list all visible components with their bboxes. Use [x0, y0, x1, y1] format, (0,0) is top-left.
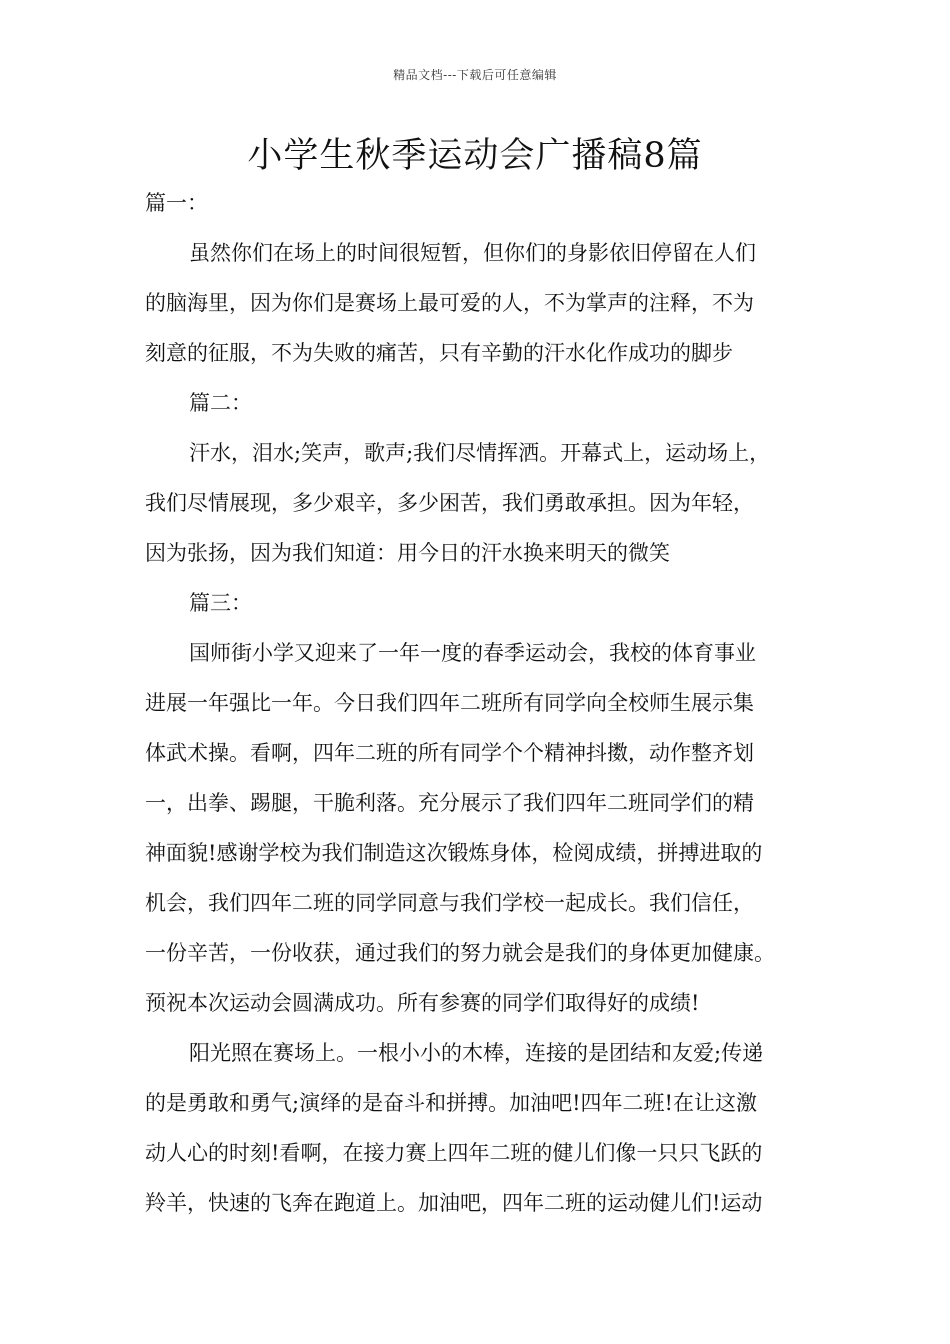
paragraph-line: 虽然你们在场上的时间很短暂，但你们的身影依旧停留在人们 — [189, 241, 756, 265]
section-heading: 篇二： — [189, 391, 252, 415]
paragraph-line: 机会，我们四年二班的同学同意与我们学校一起成长。我们信任， — [145, 891, 754, 915]
paragraph-line: 预祝本次运动会圆满成功。所有参赛的同学们取得好的成绩! — [145, 991, 700, 1015]
paragraph-line: 动人心的时刻!看啊，在接力赛上四年二班的健儿们像一只只飞跃的 — [145, 1141, 763, 1165]
document-title: 小学生秋季运动会广播稿8篇 — [247, 136, 703, 176]
paragraph-line: 一份辛苦，一份收获，通过我们的努力就会是我们的身体更加健康。 — [145, 941, 775, 965]
paragraph-line: 的脑海里，因为你们是赛场上最可爱的人，不为掌声的注释，不为 — [145, 291, 754, 315]
paragraph-line: 一，出拳、踢腿，干脆利落。充分展示了我们四年二班同学们的精 — [145, 791, 754, 815]
paragraph-line: 我们尽情展现，多少艰辛，多少困苦，我们勇敢承担。因为年轻， — [145, 491, 754, 515]
header-note: 精品文档---下载后可任意编辑 — [393, 68, 557, 82]
paragraph-line: 国师街小学又迎来了一年一度的春季运动会，我校的体育事业 — [189, 641, 756, 665]
paragraph-line: 刻意的征服，不为失败的痛苦，只有辛勤的汗水化作成功的脚步 — [145, 341, 733, 365]
paragraph-line: 汗水，泪水;笑声，歌声;我们尽情挥洒。开幕式上，运动场上， — [189, 441, 771, 465]
section-heading: 篇一： — [145, 191, 208, 215]
paragraph-line: 的是勇敢和勇气;演绎的是奋斗和拼搏。加油吧!四年二班!在让这激 — [145, 1091, 757, 1115]
document-body — [145, 178, 835, 1228]
paragraph-line: 体武术操。看啊，四年二班的所有同学个个精神抖擞，动作整齐划 — [145, 741, 754, 765]
section-heading: 篇三： — [189, 591, 252, 615]
paragraph-line: 神面貌!感谢学校为我们制造这次锻炼身体，检阅成绩，拼搏进取的 — [145, 841, 763, 865]
paragraph-line: 因为张扬，因为我们知道：用今日的汗水换来明天的微笑 — [145, 541, 670, 565]
paragraph-line: 阳光照在赛场上。一根小小的木棒，连接的是团结和友爱;传递 — [189, 1041, 764, 1065]
paragraph-line: 羚羊，快速的飞奔在跑道上。加油吧，四年二班的运动健儿们!运动 — [145, 1191, 763, 1215]
paragraph-line: 进展一年强比一年。今日我们四年二班所有同学向全校师生展示集 — [145, 691, 754, 715]
